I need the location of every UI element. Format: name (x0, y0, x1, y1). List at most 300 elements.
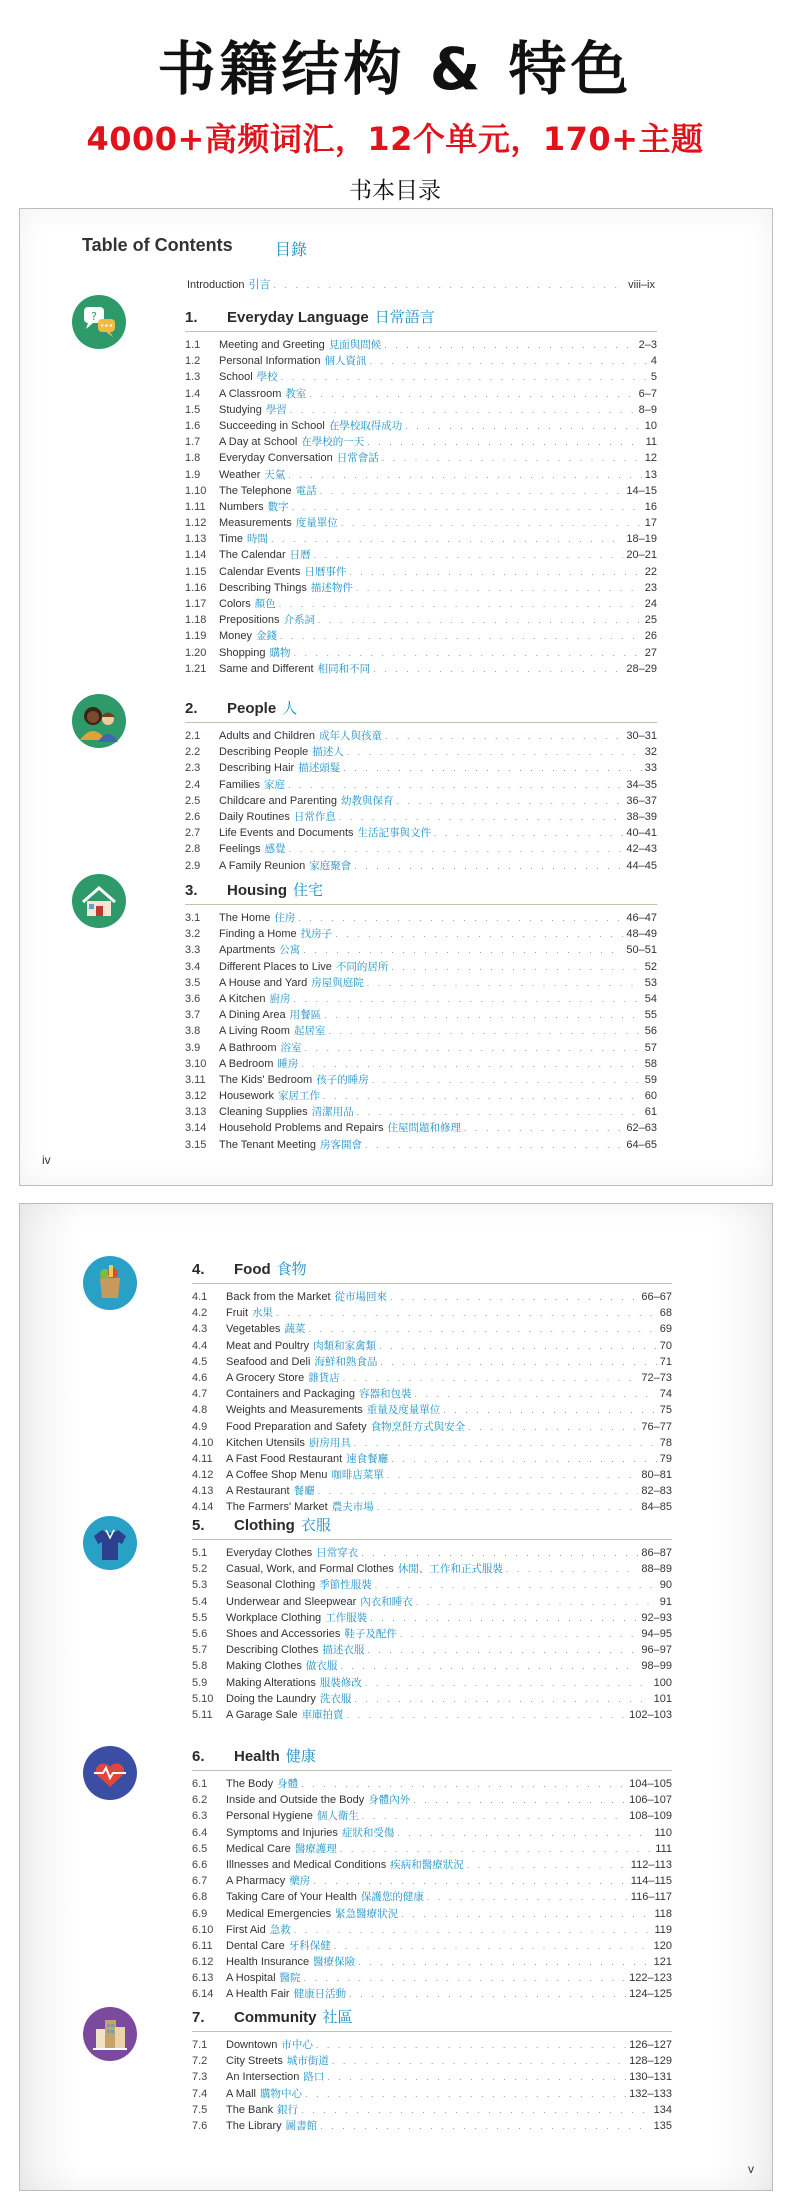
entry-number: 2.2 (185, 746, 201, 759)
unit-heading-food[interactable] (192, 1258, 672, 1284)
entry-number: 5.11 (192, 1708, 213, 1721)
entry-title-cn: 學校 (256, 371, 278, 384)
entry-title-cn: 描述物件 (310, 581, 353, 594)
shirt-icon (83, 1516, 137, 1570)
toc-entry[interactable] (185, 402, 657, 418)
entry-page: 20–21 (626, 549, 657, 562)
toc-entry[interactable] (185, 1023, 657, 1039)
toc-entry[interactable] (192, 1873, 672, 1889)
entry-number: 3.8 (185, 1025, 201, 1038)
toc-entry[interactable] (185, 547, 657, 563)
leader-dots (367, 1645, 638, 1655)
entry-number: 6.14 (192, 1988, 214, 2001)
entry-number: 6.8 (192, 1891, 208, 1904)
leader-dots (361, 1548, 638, 1558)
toc-entry[interactable] (192, 1825, 672, 1841)
entry-page: 16 (644, 500, 657, 513)
entry-title: Childcare and Parenting (219, 794, 338, 807)
toc-entry[interactable] (192, 2053, 672, 2069)
entry-page: 36–37 (626, 794, 657, 807)
entry-title: A House and Yard (219, 976, 308, 989)
toc-entry[interactable] (192, 1610, 672, 1626)
entry-title-cn: 車庫拍賣 (301, 1708, 344, 1721)
entry-title: A Dining Area (219, 1009, 286, 1022)
entry-page: 101 (653, 1692, 672, 1705)
toc-entry[interactable] (185, 612, 657, 628)
toc-entry[interactable] (192, 1483, 672, 1499)
entry-title-cn: 用餐區 (289, 1009, 322, 1022)
entry-number: 2.1 (185, 730, 201, 742)
entry-title: Describing Things (219, 581, 307, 594)
entry-number: 1.5 (185, 403, 201, 416)
toc-entry[interactable] (185, 910, 657, 926)
svg-text:?: ? (91, 310, 97, 323)
toc-entry[interactable] (192, 2069, 672, 2085)
toc-entry[interactable] (185, 858, 657, 874)
toc-entry[interactable] (192, 1451, 672, 1467)
toc-entry[interactable] (185, 418, 657, 434)
entry-number: 6.6 (192, 1858, 208, 1871)
toc-entry[interactable] (185, 467, 657, 483)
entry-number: 1.19 (185, 630, 207, 643)
toc-entry[interactable] (185, 1007, 657, 1023)
entry-title-cn: 時間 (247, 533, 269, 546)
entry-title: A Day at School (219, 436, 298, 449)
entry-title-cn: 銀行 (277, 2103, 299, 2116)
entry-page: 104–105 (629, 1778, 672, 1790)
toc-entry[interactable] (192, 1857, 672, 1873)
unit-number: 7. (192, 2009, 205, 2026)
entry-title: Workplace Clothing (226, 1611, 322, 1624)
toc-entry[interactable] (192, 1922, 672, 1938)
entry-page: 128–129 (629, 2055, 672, 2068)
entry-page: 22 (644, 565, 657, 578)
intro-label-cn: 引言 (248, 279, 271, 291)
leader-dots (341, 518, 642, 528)
toc-entry[interactable] (185, 515, 657, 531)
toc-entry[interactable] (192, 1675, 672, 1691)
toc-entry[interactable] (185, 1137, 657, 1153)
banner-subtitle: 4000+高频词汇，12个单元，170+主题 (86, 120, 704, 158)
entry-title: A Bedroom (219, 1057, 274, 1070)
toc-entry[interactable] (185, 596, 657, 612)
unit-heading-community[interactable] (192, 2006, 672, 2032)
toc-entry[interactable] (192, 2086, 672, 2102)
entry-page: 58 (644, 1057, 657, 1070)
entry-title-cn: 症狀和受傷 (341, 1826, 395, 1839)
entry-title: Doing the Laundry (226, 1692, 316, 1705)
leader-dots (304, 1043, 641, 1053)
toc-entry[interactable] (192, 1626, 672, 1642)
entry-title-cn: 睡房 (277, 1057, 299, 1070)
entry-title: Symptoms and Injuries (226, 1826, 338, 1839)
entry-number: 3.14 (185, 1122, 207, 1135)
leader-dots (354, 1438, 657, 1448)
unit-title-cn: 人 (282, 699, 298, 717)
entry-title-cn: 食物烹飪方式與安全 (370, 1420, 466, 1433)
leader-dots (379, 1341, 657, 1351)
toc-entry[interactable] (185, 991, 657, 1007)
entry-title: The Kids' Bedroom (219, 1073, 313, 1086)
entry-page: 91 (659, 1595, 672, 1608)
entry-number: 6.9 (192, 1907, 208, 1920)
entry-title: Feelings (219, 843, 261, 856)
leader-dots (415, 1389, 657, 1399)
toc-entry[interactable] (192, 1354, 672, 1370)
toc-entry[interactable] (192, 1321, 672, 1337)
unit-title: Food (234, 1261, 271, 1278)
toc-entry[interactable] (192, 1707, 672, 1723)
entry-title-cn: 保護您的健康 (360, 1891, 424, 1904)
entry-title-cn: 季節性服裝 (319, 1579, 372, 1592)
leader-dots (356, 583, 642, 593)
entry-page: 53 (644, 976, 657, 989)
toc-entry[interactable] (192, 1370, 672, 1386)
toc-entry[interactable] (185, 793, 657, 809)
entry-page: 126–127 (629, 2039, 672, 2051)
entry-title: The Home (219, 912, 271, 924)
entry-title-cn: 公寓 (279, 944, 301, 957)
entry-number: 4.10 (192, 1436, 214, 1449)
leader-dots (340, 1844, 652, 1854)
entry-number: 5.5 (192, 1611, 208, 1624)
toc-entry[interactable] (185, 450, 657, 466)
toc-entry[interactable] (192, 1561, 672, 1577)
entry-title: Measurements (219, 517, 292, 530)
toc-entry[interactable] (192, 1970, 672, 1986)
entry-title: Shopping (219, 646, 266, 659)
entry-page: 52 (644, 960, 657, 973)
leader-dots (288, 780, 623, 790)
leader-dots (506, 1564, 638, 1574)
toc-entry[interactable] (192, 2118, 672, 2134)
entry-number: 4.14 (192, 1501, 214, 1514)
toc-entry[interactable] (192, 1386, 672, 1402)
entry-number: 6.13 (192, 1972, 214, 1985)
toc-entry[interactable] (185, 369, 657, 385)
toc-entry[interactable] (185, 825, 657, 841)
toc-entry[interactable] (192, 1642, 672, 1658)
entry-number: 1.16 (185, 581, 207, 594)
toc-entry[interactable] (185, 1056, 657, 1072)
entry-title-cn: 個人衛生 (316, 1810, 359, 1823)
leader-dots (279, 599, 642, 609)
entry-number: 1.6 (185, 419, 201, 432)
toc-entry[interactable] (185, 809, 657, 825)
entry-number: 6.2 (192, 1794, 208, 1807)
toc-entry[interactable] (192, 1305, 672, 1321)
entry-number: 7.1 (192, 2039, 208, 2051)
leader-dots (397, 1828, 651, 1838)
entry-title-cn: 房客開會 (320, 1138, 363, 1151)
toc-entry[interactable] (185, 661, 657, 677)
toc-entry[interactable] (185, 337, 657, 353)
toc-entry[interactable] (185, 483, 657, 499)
entry-title: The Bank (226, 2103, 274, 2116)
entry-page: 2–3 (638, 339, 657, 351)
leader-dots (354, 1694, 650, 1704)
unit-item-list (192, 1289, 672, 1516)
entry-title: A Family Reunion (219, 859, 306, 872)
toc-entry[interactable] (192, 1594, 672, 1610)
leader-dots (464, 1123, 623, 1133)
toc-entry[interactable] (192, 2037, 672, 2053)
unit-title: Clothing (234, 1517, 295, 1534)
entry-title-cn: 容器和包裝 (359, 1388, 412, 1401)
entry-number: 1.9 (185, 468, 201, 481)
entry-title: Vegetables (226, 1323, 281, 1336)
entry-number: 5.9 (192, 1676, 208, 1689)
entry-title-cn: 個人資訊 (324, 355, 367, 368)
toc-entry[interactable] (185, 1120, 657, 1136)
heartbeat-icon (83, 1746, 137, 1800)
toc-entry[interactable] (185, 434, 657, 450)
entry-page: 5 (650, 371, 657, 384)
toc-entry[interactable] (185, 1088, 657, 1104)
toc-entry[interactable] (192, 1402, 672, 1418)
entry-number: 5.8 (192, 1660, 208, 1673)
entry-page: 18–19 (626, 533, 657, 546)
leader-dots (301, 1059, 641, 1069)
entry-title: Weather (219, 468, 261, 481)
entry-page: 60 (644, 1090, 657, 1103)
entry-page: 68 (659, 1307, 672, 1320)
leader-dots (375, 1580, 657, 1590)
leader-dots (400, 1629, 639, 1639)
entry-title: Money (219, 630, 253, 643)
toc-entry[interactable] (185, 841, 657, 857)
toc-entry[interactable] (192, 1906, 672, 1922)
entry-title: Succeeding in School (219, 419, 325, 432)
entry-number: 5.1 (192, 1547, 208, 1559)
entry-page: 72–73 (641, 1371, 672, 1384)
entry-page: 82–83 (641, 1485, 672, 1498)
entry-number: 1.20 (185, 646, 207, 659)
entry-title-cn: 相同和不同 (317, 662, 371, 675)
entry-title: Studying (219, 403, 262, 416)
leader-dots (316, 2040, 626, 2050)
entry-title: First Aid (226, 1923, 266, 1936)
entry-title-cn: 電話 (295, 484, 317, 497)
entry-title: Underwear and Sleepwear (226, 1595, 357, 1608)
toc-entry[interactable] (185, 959, 657, 975)
leader-dots (349, 1989, 626, 1999)
entry-title: Health Insurance (226, 1956, 310, 1969)
leader-dots (305, 2089, 626, 2099)
entry-title: A Garage Sale (226, 1708, 298, 1721)
entry-page: 10 (644, 419, 657, 432)
unit-heading-housing[interactable] (185, 879, 657, 905)
entry-title-cn: 清潔用品 (311, 1106, 354, 1119)
entry-title: Families (219, 778, 260, 791)
entry-page: 135 (653, 2119, 672, 2132)
entry-title-cn: 住房 (274, 912, 296, 924)
unit-title-cn: 住宅 (293, 881, 324, 899)
entry-number: 6.7 (192, 1875, 208, 1888)
entry-page: 90 (659, 1579, 672, 1592)
entry-title: The Library (226, 2119, 282, 2132)
leader-dots (373, 664, 623, 674)
entry-number: 6.4 (192, 1826, 208, 1839)
toc-entry[interactable] (185, 645, 657, 661)
entry-title-cn: 住屋問題和修理 (387, 1122, 461, 1135)
toc-entry[interactable] (192, 1577, 672, 1593)
toc-entry[interactable] (185, 499, 657, 515)
toc-entry[interactable] (185, 386, 657, 402)
leader-dots (357, 1107, 642, 1117)
entry-number: 6.12 (192, 1956, 214, 1969)
toc-entry[interactable] (185, 564, 657, 580)
entry-title-cn: 從市場回來 (334, 1291, 388, 1303)
unit-heading-health[interactable] (192, 1745, 672, 1771)
leader-dots (401, 1909, 651, 1919)
leader-dots (358, 1957, 650, 1967)
toc-entry[interactable] (192, 1954, 672, 1970)
leader-dots (289, 844, 624, 854)
toc-entry[interactable] (185, 975, 657, 991)
toc-entry[interactable] (192, 1938, 672, 1954)
toc-entry[interactable] (185, 353, 657, 369)
entry-page: 124–125 (629, 1988, 672, 2001)
entry-number: 4.9 (192, 1420, 208, 1433)
entry-title: Finding a Home (219, 928, 297, 941)
toc-entry[interactable] (185, 1072, 657, 1088)
entry-number: 5.3 (192, 1579, 208, 1592)
leader-dots (385, 731, 623, 741)
entry-title-cn: 生活記事與文件 (357, 827, 432, 840)
toc-entry[interactable] (185, 744, 657, 760)
entry-page: 50–51 (626, 944, 657, 957)
intro-pages: viii–ix (628, 279, 655, 291)
entry-number: 1.11 (185, 500, 206, 513)
leader-dots (370, 356, 648, 366)
entry-title-cn: 圖書館 (285, 2119, 318, 2132)
toc-entry[interactable] (185, 942, 657, 958)
toc-entry[interactable] (192, 1841, 672, 1857)
leader-dots (294, 1925, 652, 1935)
entry-title: Taking Care of Your Health (226, 1891, 357, 1904)
entry-title: Meat and Poultry (226, 1339, 310, 1352)
entry-page: 78 (659, 1436, 672, 1449)
toc-entry[interactable] (185, 628, 657, 644)
toc-entry[interactable] (185, 580, 657, 596)
toc-entry[interactable] (192, 1776, 672, 1792)
unit-heading-clothing[interactable] (192, 1514, 672, 1540)
toc-entry[interactable] (192, 1986, 672, 2002)
entry-number: 7.4 (192, 2087, 208, 2100)
banner-title: 书籍结构 & 特色 (157, 35, 633, 103)
leader-dots (334, 1941, 651, 1951)
leader-dots (384, 340, 635, 350)
toc-entry[interactable] (192, 1658, 672, 1674)
toc-entry[interactable] (185, 531, 657, 547)
entry-title-cn: 廚房 (269, 992, 291, 1005)
entry-page: 42–43 (626, 843, 657, 856)
entry-page: 108–109 (629, 1810, 672, 1823)
entry-number: 7.6 (192, 2119, 208, 2132)
toc-entry[interactable] (185, 1040, 657, 1056)
toc-page-1 (19, 208, 773, 1186)
entry-title-cn: 健康日活動 (293, 1988, 347, 2001)
toc-entry[interactable] (192, 1467, 672, 1483)
leader-dots (405, 421, 641, 431)
unit-heading-everyday-language[interactable] (185, 306, 657, 332)
leader-dots (365, 1140, 623, 1150)
entry-page: 6–7 (638, 387, 657, 400)
unit-title-cn: 食物 (276, 1260, 307, 1278)
entry-title-cn: 描述頭髮 (298, 762, 341, 775)
entry-title-cn: 緊急醫療狀況 (335, 1907, 399, 1920)
unit-title: Everyday Language (227, 309, 369, 326)
entry-page: 80–81 (641, 1469, 672, 1482)
toc-entry[interactable] (192, 1889, 672, 1905)
leader-dots (416, 1597, 657, 1607)
unit-heading-people[interactable] (185, 697, 657, 723)
entry-page: 12 (644, 452, 657, 465)
entry-title: A Restaurant (226, 1485, 290, 1498)
city-buildings-icon (83, 2007, 137, 2061)
toc-entry[interactable] (192, 2102, 672, 2118)
toc-entry[interactable] (192, 1545, 672, 1561)
entry-title: A Fast Food Restaurant (226, 1452, 343, 1465)
toc-entry[interactable] (185, 777, 657, 793)
toc-entry[interactable] (192, 1419, 672, 1435)
leader-dots (301, 1779, 626, 1789)
leader-dots (387, 1470, 639, 1480)
unit-title: Housing (227, 882, 287, 899)
leader-dots (335, 929, 623, 939)
leader-dots (323, 1091, 642, 1101)
toc-entry[interactable] (192, 1289, 672, 1305)
entry-page: 32 (644, 746, 657, 759)
entry-number: 3.5 (185, 976, 201, 989)
entry-title-cn: 洗衣服 (319, 1692, 352, 1705)
entry-title: The Body (226, 1778, 274, 1790)
entry-page: 24 (644, 598, 657, 610)
unit-title: Community (234, 2009, 317, 2026)
entry-number: 3.10 (185, 1057, 207, 1070)
toc-entry[interactable] (192, 1338, 672, 1354)
entry-number: 4.8 (192, 1404, 208, 1417)
entry-title: Shoes and Accessories (226, 1627, 341, 1640)
entry-page: 26 (644, 630, 657, 643)
unit-title: People (227, 700, 277, 717)
toc-entry[interactable] (192, 1435, 672, 1451)
entry-number: 4.1 (192, 1291, 208, 1303)
toc-entry[interactable] (192, 1792, 672, 1808)
entry-number: 3.13 (185, 1106, 207, 1119)
leader-dots (304, 1973, 627, 1983)
unit-title: Health (234, 1748, 280, 1765)
leader-dots (293, 994, 641, 1004)
toc-entry[interactable] (185, 728, 657, 744)
toc-entry[interactable] (192, 1808, 672, 1824)
entry-page: 114–115 (630, 1875, 672, 1888)
entry-page: 69 (659, 1323, 672, 1336)
entry-page: 116–117 (630, 1891, 672, 1904)
toc-entry[interactable] (185, 760, 657, 776)
entry-title: Seafood and Deli (226, 1355, 311, 1368)
grocery-bag-icon (83, 1256, 137, 1310)
toc-entry[interactable] (185, 926, 657, 942)
entry-number: 2.6 (185, 810, 201, 823)
leader-dots (339, 812, 623, 822)
entry-title: Housework (219, 1090, 275, 1103)
toc-entry[interactable] (192, 1691, 672, 1707)
entry-title: A Hospital (226, 1972, 276, 1985)
toc-entry[interactable] (185, 1104, 657, 1120)
entry-page: 56 (644, 1025, 657, 1038)
